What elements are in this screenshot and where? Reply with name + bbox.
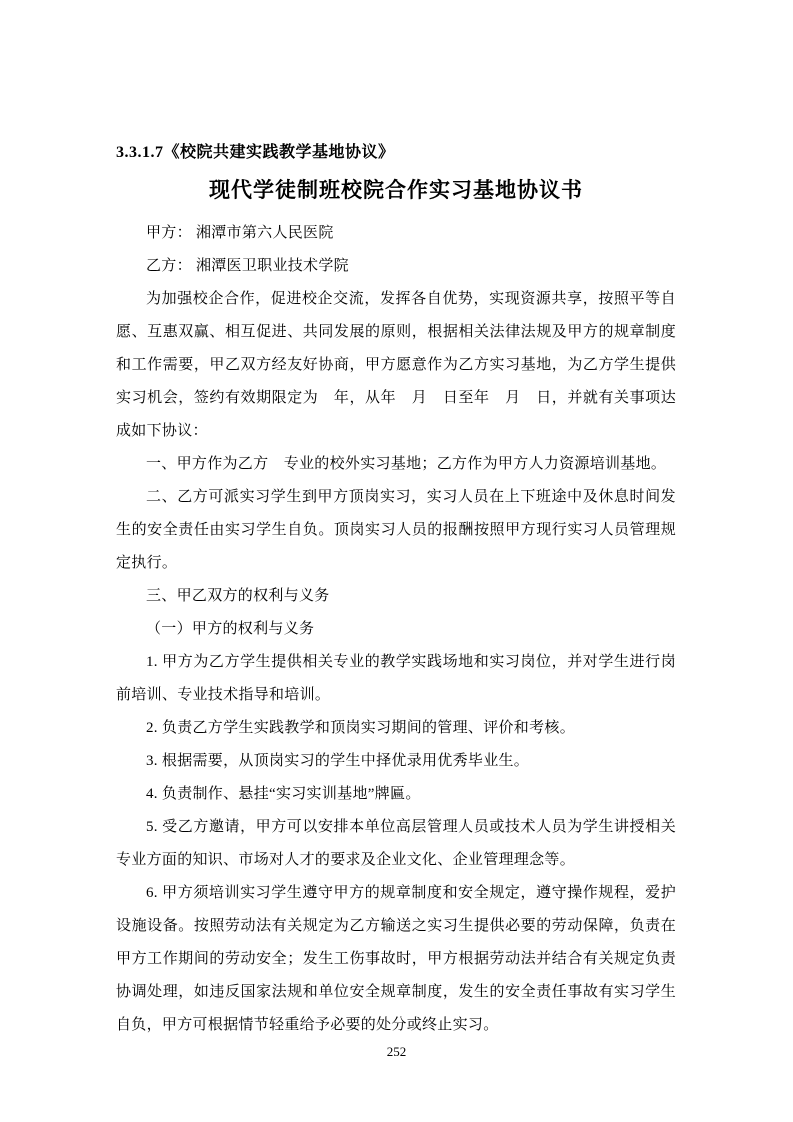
subsection-1-heading: （一）甲方的权利与义务 — [146, 621, 315, 637]
item-2: 2. 负责乙方学生实践教学和顶岗实习期间的管理、评价和考核。 — [146, 720, 576, 736]
document-title: 现代学徒制班校院合作实习基地协议书 — [209, 178, 583, 202]
item-5: 5. 受乙方邀请，甲方可以安排本单位高层管理人员或技术人员为学生讲授相关专业方面的知识、市场对人才的要求及企业文化、企业管理理念等。 — [116, 819, 676, 868]
item-4: 4. 负责制作、悬挂“实习实训基地”牌匾。 — [146, 786, 421, 802]
page-number: 252 — [386, 1044, 407, 1059]
party-b-line: 乙方： 湘潭医卫职业技术学院 — [146, 258, 349, 274]
item-1: 1. 甲方为乙方学生提供相关专业的教学实践场地和实习岗位，并对学生进行岗前培训、专业技术指导和培训。 — [116, 654, 676, 703]
preamble-paragraph: 为加强校企合作，促进校企交流，发挥各自优势，实现资源共享，按照平等自愿、互惠双赢、相互促进、共同发展的原则，根据相关法律法规及甲方的规章制度和工作需要，甲乙双方经友好协商，甲方愿意作为乙方实习基地，为乙方学生提供实习机会，签约有效期限定为 年，从年 月 日至年 月 日，并就有关事项达成如下协议： — [116, 291, 676, 439]
clause-2: 二、乙方可派实习学生到甲方顶岗实习，实习人员在上下班途中及休息时间发生的安全责任由实习学生自负。顶岗实习人员的报酬按照甲方现行实习人员管理规定执行。 — [116, 489, 676, 571]
clause-3-heading: 三、甲乙双方的权利与义务 — [146, 588, 330, 604]
item-3: 3. 根据需要，从顶岗实习的学生中择优录用优秀毕业生。 — [146, 753, 530, 769]
clause-1: 一、甲方作为乙方 专业的校外实习基地；乙方作为甲方人力资源培训基地。 — [146, 456, 667, 472]
item-6: 6. 甲方须培训实习学生遵守甲方的规章制度和安全规定，遵守操作规程，爱护设施设备。按照劳动法有关规定为乙方输送之实习生提供必要的劳动保障，负责在甲方工作期间的劳动安全；发生工伤事故时，甲方根据劳动法并结合有关规定负责协调处理，如违反国家法规和单位安全规章制度，发生的安全责任事故有实习学生自负，甲方可根据情节轻重给予必要的处分或终止实习。 — [116, 885, 676, 1033]
section-heading: 3.3.1.7《校院共建实践教学基地协议》 — [116, 144, 395, 161]
party-a-line: 甲方： 湘潭市第六人民医院 — [146, 225, 334, 241]
